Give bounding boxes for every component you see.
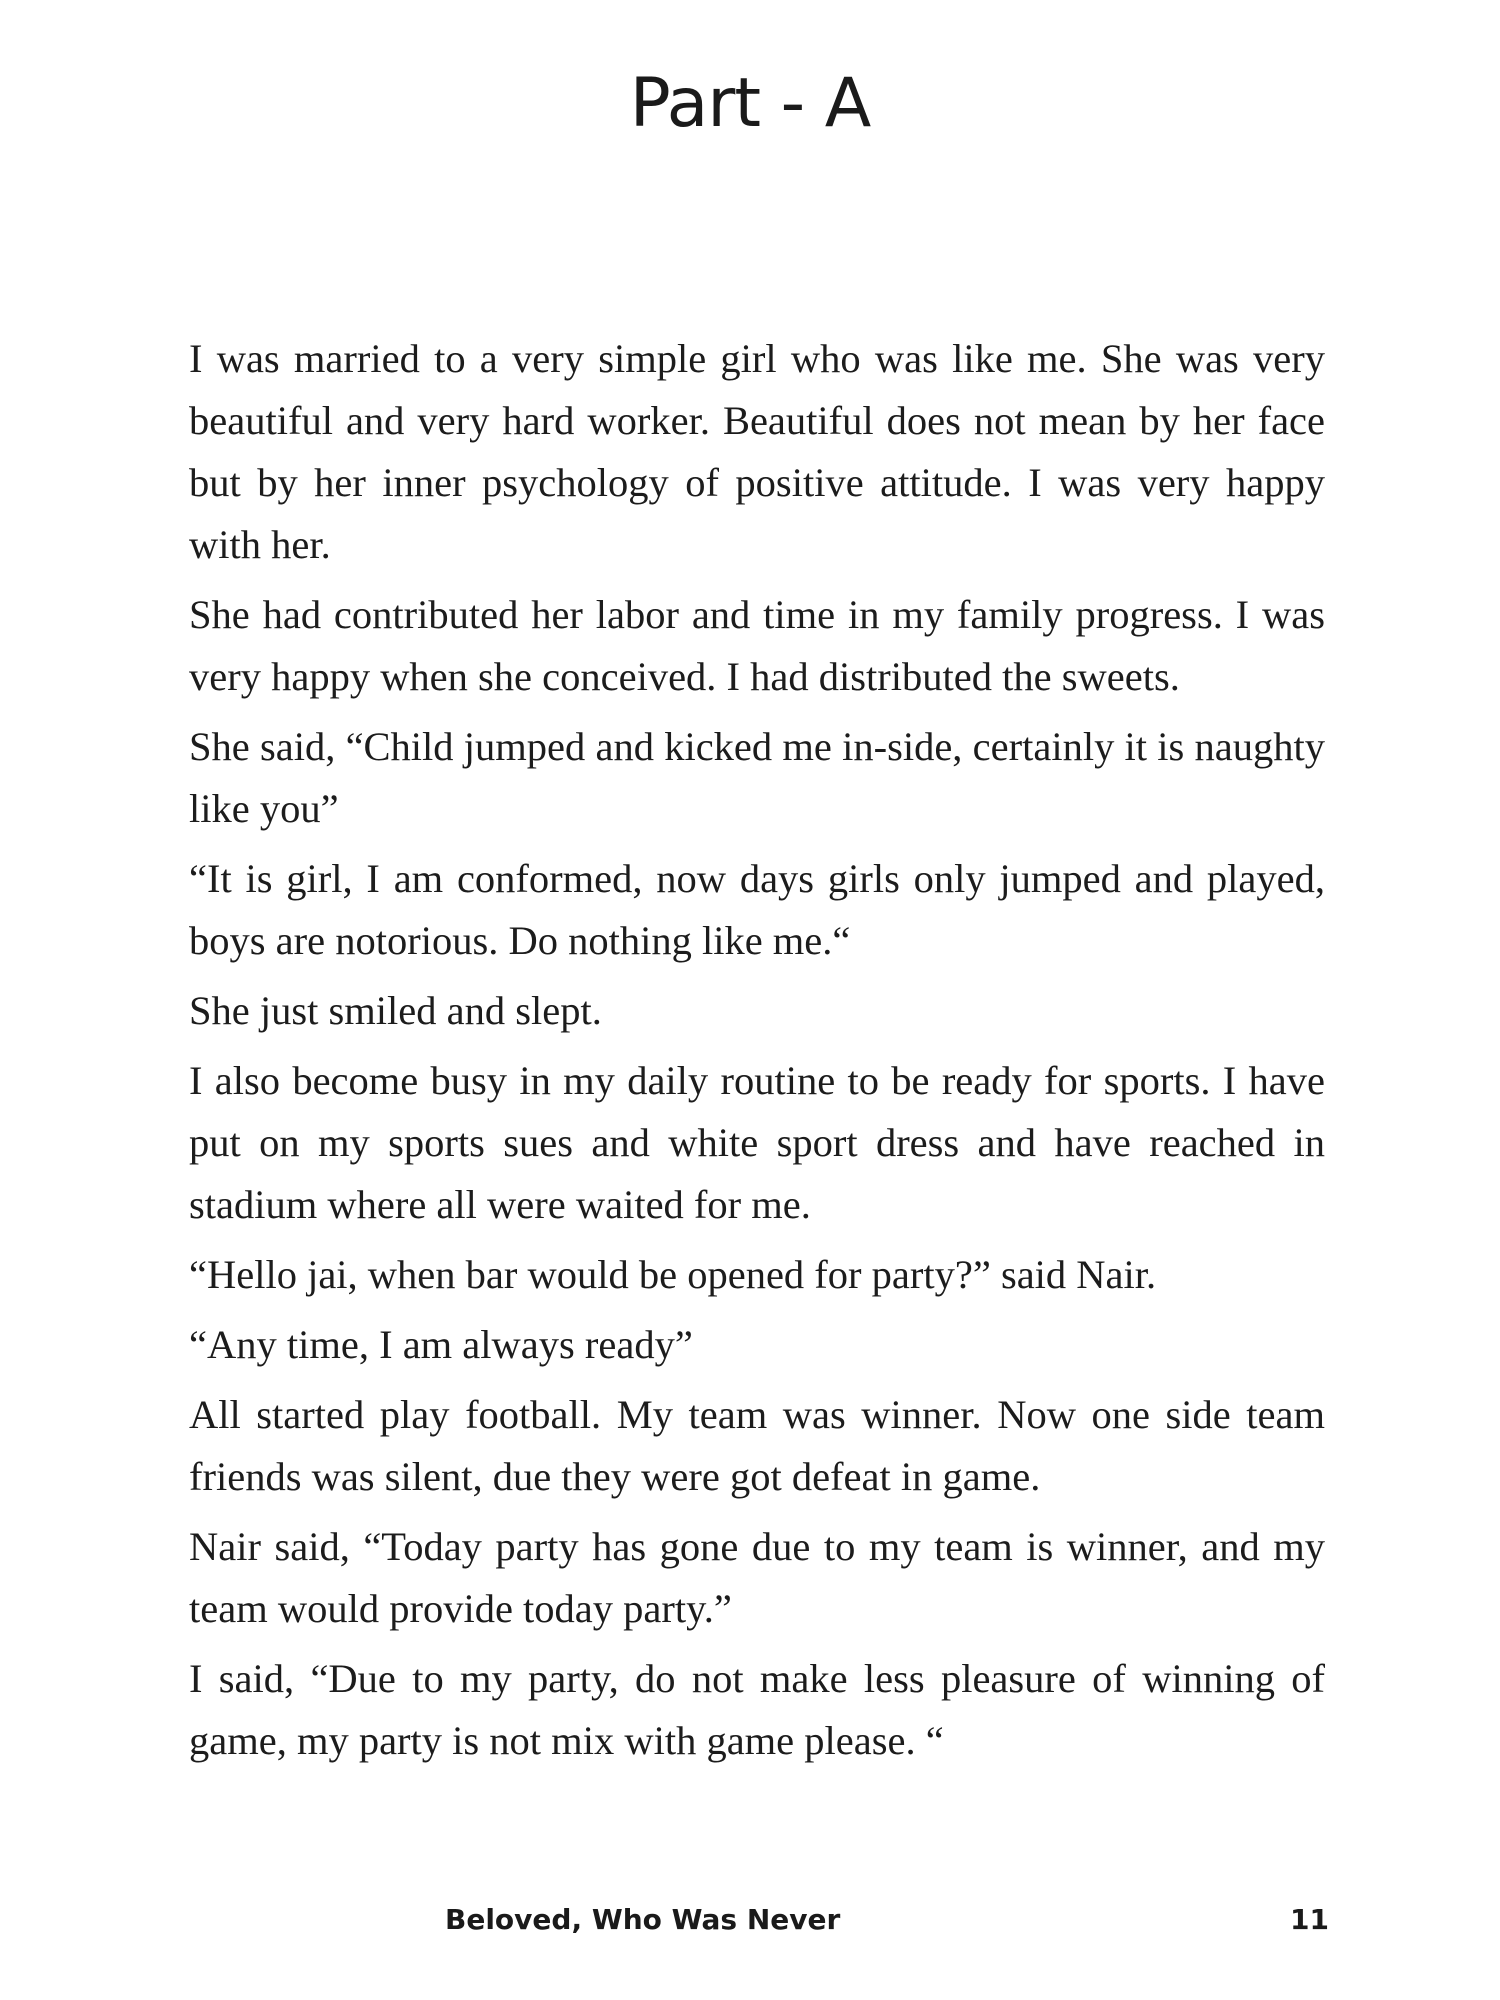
paragraph: She had contributed her labor and time in my family progress. I was very happy when she conceived. I had distributed the sweets. bbox=[189, 592, 1325, 699]
paragraph: I also become busy in my daily routine to be ready for sports. I have put on my sports sues and white sport dress and have reached in stadium where all were waited for me. bbox=[189, 1058, 1325, 1227]
paragraph: She just smiled and slept. bbox=[189, 988, 602, 1033]
paragraph: “Any time, I am always ready” bbox=[189, 1322, 693, 1367]
page-number: 11 bbox=[1290, 1903, 1329, 1936]
footer-book-title: Beloved, Who Was Never bbox=[445, 1903, 841, 1936]
paragraph: All started play football. My team was winner. Now one side team friends was silent, due they were got defeat in game. bbox=[189, 1392, 1325, 1499]
page-title: Part - A bbox=[629, 64, 871, 143]
paragraph: Nair said, “Today party has gone due to my team is winner, and my team would provide today party.” bbox=[189, 1524, 1325, 1631]
paragraph: “It is girl, I am conformed, now days girls only jumped and played, boys are notorious. Do nothing like me.“ bbox=[189, 856, 1325, 963]
paragraph: I was married to a very simple girl who was like me. She was very beautiful and very hard worker. Beautiful does not mean by her face but by her inner psychology of positive attitude. I was very happy with her. bbox=[189, 336, 1325, 567]
paragraph: I said, “Due to my party, do not make less pleasure of winning of game, my party is not mix with game please. “ bbox=[189, 1656, 1325, 1763]
body-text bbox=[189, 328, 1325, 1780]
paragraph: “Hello jai, when bar would be opened for party?” said Nair. bbox=[189, 1252, 1157, 1297]
paragraph: She said, “Child jumped and kicked me in-side, certainly it is naughty like you” bbox=[189, 724, 1325, 831]
